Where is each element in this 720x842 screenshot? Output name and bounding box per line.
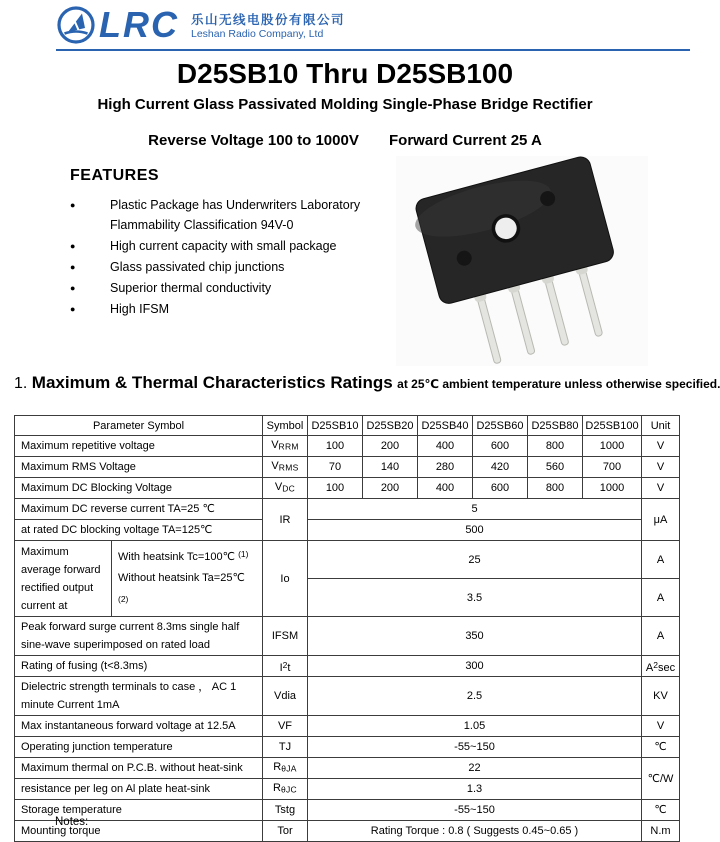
param-cell: Maximum DC reverse current TA=25 ℃ bbox=[15, 499, 263, 520]
page-title: D25SB10 Thru D25SB100 bbox=[176, 58, 514, 89]
value-cell: 400 bbox=[418, 436, 473, 457]
param-cell: Maximum average forward rectified output current at bbox=[15, 541, 112, 617]
col-header-device: D25SB40 bbox=[418, 416, 473, 436]
forward-current-text: Forward Current 25 A bbox=[389, 132, 542, 149]
value-cell: 1000 bbox=[583, 436, 642, 457]
unit-cell: ℃/W bbox=[642, 758, 680, 800]
unit-cell: A bbox=[642, 541, 680, 579]
symbol-cell: Vdia bbox=[263, 677, 308, 716]
table-row-vf bbox=[15, 716, 680, 737]
symbol-cell: $V_{RRM}$ bbox=[263, 436, 308, 457]
value-cell: 800 bbox=[528, 478, 583, 499]
col-header-device: D25SB10 bbox=[308, 416, 363, 436]
symbol-cell: IFSM bbox=[263, 617, 308, 656]
bullet-icon: ● bbox=[70, 262, 76, 272]
param-cell: at rated DC blocking voltage TA=125℃ bbox=[15, 520, 263, 541]
unit-cell: V bbox=[642, 716, 680, 737]
value-cell: 500 bbox=[308, 520, 642, 541]
value-cell: 22 bbox=[308, 758, 642, 779]
bullet-icon: ● bbox=[70, 304, 76, 314]
reverse-voltage-text: Reverse Voltage 100 to 1000V bbox=[148, 132, 359, 149]
list-item bbox=[70, 299, 370, 319]
features-heading: FEATURES bbox=[70, 167, 160, 184]
col-header-parameter: Parameter Symbol bbox=[15, 416, 263, 436]
brand-header bbox=[56, 5, 345, 45]
symbol-cell: $R_{\theta JA}$ bbox=[263, 758, 308, 779]
features-section bbox=[70, 167, 370, 320]
brand-company bbox=[191, 9, 345, 41]
unit-cell: V bbox=[642, 457, 680, 478]
value-cell: Rating Torque : 0.8 ( Suggests 0.45~0.65 ) bbox=[308, 821, 642, 842]
unit-cell: μA bbox=[642, 499, 680, 541]
symbol-cell: $V_{RMS}$ bbox=[263, 457, 308, 478]
value-cell: 200 bbox=[363, 478, 418, 499]
value-cell: 140 bbox=[363, 457, 418, 478]
value-cell: 2.5 bbox=[308, 677, 642, 716]
param-cell: Operating junction temperature bbox=[15, 737, 263, 758]
section-note: at 25℃ ambient temperature unless otherwise specified. bbox=[397, 377, 720, 391]
param-cell: Dielectric strength terminals to case ， AC 1 minute Current 1mA bbox=[15, 677, 263, 716]
value-cell: 1.3 bbox=[308, 779, 642, 800]
value-cell: 3.5 bbox=[308, 579, 642, 617]
unit-cell: V bbox=[642, 436, 680, 457]
header-divider bbox=[56, 49, 690, 51]
param-cell: Maximum RMS Voltage bbox=[15, 457, 263, 478]
bullet-icon: ● bbox=[70, 283, 76, 293]
col-header-unit: Unit bbox=[642, 416, 680, 436]
value-cell: 350 bbox=[308, 617, 642, 656]
unit-cell: A bbox=[642, 617, 680, 656]
unit-cell: V bbox=[642, 478, 680, 499]
section-heading bbox=[14, 373, 720, 393]
section-title: Maximum & Thermal Characteristics Ratings bbox=[31, 373, 393, 392]
table-row-rthja bbox=[15, 758, 680, 779]
feature-text: Superior thermal conductivity bbox=[110, 281, 272, 295]
value-cell: 560 bbox=[528, 457, 583, 478]
symbol-cell: Tstg bbox=[263, 800, 308, 821]
param-cell: Mounting torque bbox=[15, 821, 263, 842]
value-cell: 1000 bbox=[583, 478, 642, 499]
value-cell: 600 bbox=[473, 478, 528, 499]
col-header-device: D25SB20 bbox=[363, 416, 418, 436]
table-row-ir-1 bbox=[15, 499, 680, 520]
table-row-rthjc bbox=[15, 779, 680, 800]
symbol-cell: $R_{\theta JC}$ bbox=[263, 779, 308, 800]
col-header-device: D25SB100 bbox=[583, 416, 642, 436]
table-row-ir-2 bbox=[15, 520, 680, 541]
list-item bbox=[70, 195, 370, 235]
value-cell: -55~150 bbox=[308, 800, 642, 821]
param-cell: Storage temperature bbox=[15, 800, 263, 821]
unit-cell: ℃ bbox=[642, 800, 680, 821]
brand-logo-text: LRC bbox=[99, 4, 179, 45]
value-cell: 70 bbox=[308, 457, 363, 478]
table-row-vdia bbox=[15, 677, 680, 716]
value-cell: 25 bbox=[308, 541, 642, 579]
symbol-cell: TJ bbox=[263, 737, 308, 758]
table-header-row bbox=[15, 416, 680, 436]
feature-text: High IFSM bbox=[110, 302, 170, 316]
symbol-cell: $I^2t$ bbox=[263, 656, 308, 677]
table-row-io-1 bbox=[15, 541, 680, 579]
company-name-en: Leshan Radio Company, Ltd bbox=[191, 28, 324, 40]
param-cell: Rating of fusing (t<8.3ms) bbox=[15, 656, 263, 677]
feature-text: High current capacity with small package bbox=[110, 239, 337, 253]
list-item bbox=[70, 257, 370, 277]
value-cell: 5 bbox=[308, 499, 642, 520]
bullet-icon: ● bbox=[70, 241, 76, 251]
value-cell: 400 bbox=[418, 478, 473, 499]
value-cell: 600 bbox=[473, 436, 528, 457]
table-row-vrms bbox=[15, 457, 680, 478]
feature-text: Glass passivated chip junctions bbox=[110, 260, 285, 274]
value-cell: 200 bbox=[363, 436, 418, 457]
unit-cell: A bbox=[642, 579, 680, 617]
col-header-device: D25SB60 bbox=[473, 416, 528, 436]
value-cell: 300 bbox=[308, 656, 642, 677]
value-cell: 100 bbox=[308, 478, 363, 499]
condition-cell: With heatsink Tc=100℃ $^{(1)}$ Without heatsink Ta=25℃ $^{(2)}$ bbox=[112, 541, 263, 617]
unit-cell: ℃ bbox=[642, 737, 680, 758]
value-cell: 700 bbox=[583, 457, 642, 478]
unit-cell: $A^2\sec$ bbox=[642, 656, 680, 677]
feature-text: Plastic Package has Underwriters Laboratory Flammability Classification 94V-0 bbox=[110, 198, 361, 232]
param-cell: Maximum DC Blocking Voltage bbox=[15, 478, 263, 499]
value-cell: 100 bbox=[308, 436, 363, 457]
unit-cell: KV bbox=[642, 677, 680, 716]
value-cell: 800 bbox=[528, 436, 583, 457]
bullet-icon: ● bbox=[70, 200, 76, 210]
company-name-cn: 乐山无线电股份有限公司 bbox=[191, 13, 346, 27]
value-cell: 1.05 bbox=[308, 716, 642, 737]
table-row-ifsm bbox=[15, 617, 680, 656]
page-subtitle: High Current Glass Passivated Molding Single-Phase Bridge Rectifier bbox=[97, 96, 593, 113]
param-cell: Maximum thermal on P.C.B. without heat-sink bbox=[15, 758, 263, 779]
symbol-cell: Tor bbox=[263, 821, 308, 842]
param-cell: Peak forward surge current 8.3ms single half sine-wave superimposed on rated load bbox=[15, 617, 263, 656]
col-header-symbol: Symbol bbox=[263, 416, 308, 436]
value-cell: 280 bbox=[418, 457, 473, 478]
table-row-vrrm bbox=[15, 436, 680, 457]
product-photo bbox=[396, 156, 648, 366]
table-row-tstg bbox=[15, 800, 680, 821]
unit-cell: N.m bbox=[642, 821, 680, 842]
notes-label: Notes: bbox=[55, 816, 89, 828]
table-row-vdc bbox=[15, 478, 680, 499]
symbol-cell: IR bbox=[263, 499, 308, 541]
table-row-i2t bbox=[15, 656, 680, 677]
ratings-table bbox=[14, 415, 680, 842]
table-row-tj bbox=[15, 737, 680, 758]
symbol-cell: VF bbox=[263, 716, 308, 737]
value-cell: 420 bbox=[473, 457, 528, 478]
list-item bbox=[70, 278, 370, 298]
section-number: 1. bbox=[14, 375, 28, 392]
param-cell: Max instantaneous forward voltage at 12.5A bbox=[15, 716, 263, 737]
col-header-device: D25SB80 bbox=[528, 416, 583, 436]
param-cell: Maximum repetitive voltage bbox=[15, 436, 263, 457]
list-item bbox=[70, 236, 370, 256]
symbol-cell: $V_{DC}$ bbox=[263, 478, 308, 499]
lrc-logo-icon bbox=[56, 5, 96, 45]
table-row-tor bbox=[15, 821, 680, 842]
value-cell: -55~150 bbox=[308, 737, 642, 758]
ratings-line bbox=[0, 132, 690, 149]
symbol-cell: Io bbox=[263, 541, 308, 617]
param-cell: resistance per leg on Al plate heat-sink bbox=[15, 779, 263, 800]
